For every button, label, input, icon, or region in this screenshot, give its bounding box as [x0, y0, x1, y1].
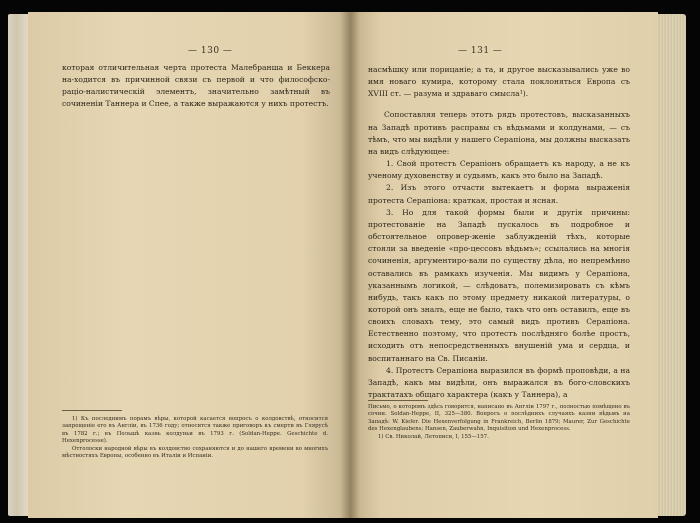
- right-page-body: [368, 64, 630, 401]
- right-list-item-3: 3. Но для такой формы были и другія причины: протестованіе на Западѣ пускалось въ подробное и обстоятельное опровер-женіе заблужденій тѣхъ, которые стояли за введеніе «про-цессовъ вѣдьмъ»; ссылались на многія сочиненія, аргументиро-вали по существу дѣла, но непремѣнно оставались въ рамкахъ изученія. Мы видимъ у Серапіона, указаннымъ логикой, — слѣдоватъ, полемизировать съ кѣмъ нибудь, такъ какъ по этому предмету никакой литературы, о которой онъ зналъ, еще не было, такъ что онъ оставилъ, еще въ своихъ словахъ тему, это самый видъ противъ Серапіона. Естественно поэтому, что протестъ послѣдняго болѣе простъ, исходить отъ непосредственныхъ внушеній ума и сердца, и воспитаннаго на Св. Писаніи.: [368, 207, 630, 363]
- right-list-item-1: 1. Свой протестъ Серапіонъ обращаетъ къ народу, а не къ ученому духовенству и судьямъ, какъ это было на Западѣ.: [368, 159, 630, 181]
- left-page-stack-edge: [8, 14, 30, 516]
- book-gutter: [340, 12, 360, 518]
- right-paragraph-intro: Сопоставляя теперь этотъ рядъ протестовъ, высказанныхъ на Западѣ противъ расправы съ вѣдьмами и колдунами, — съ тѣмъ, что мы видѣли у нашего Серапіона, мы должны высказать на видъ слѣдующее:: [368, 110, 630, 156]
- left-footnote-rule: [62, 410, 122, 411]
- right-footnote-1: Письмо, о которомъ здѣсь говорится, написано въ Англіи 1797 г., полностью помѣщено въ сочин. Soldan-Heppe, II, 325—380. Вопросъ о послѣднихъ случаяхъ казни вѣдьмъ на Западѣ: W. Kiefer. Die Hexenverfolgung in Frankreich, Berlin 1879; Maurer, Zur Geschichte des Hexenglaubens; Hansen, Zauberwahn, Inquisition und Hexenprocess.: [368, 404, 630, 433]
- right-page-stack-edge: [656, 14, 686, 516]
- left-paragraph-1: которая отличительная черта протеста Малебранша и Беккера на-ходится въ причинной связи съ первой и что философско-раціо-налистическій элементъ, значительно замѣтный въ сочиненіи Таннера и Спее, а также выражаются у нихъ протестъ.: [62, 63, 330, 109]
- left-page: [28, 12, 350, 518]
- left-page-body: [62, 62, 330, 111]
- right-list-item-4: 4. Протестъ Серапіона выразился въ формѣ проповѣди, а на Западѣ, какъ мы видѣли, онъ выражался въ бого-словскихъ трактатахъ общаго характера (какъ у Таннера), а: [368, 365, 630, 400]
- right-footnote-rule: [368, 400, 428, 401]
- left-page-number: — 130 —: [188, 46, 233, 56]
- right-footnote-2: 1) Св. Николай, Летописи, I, 155—157.: [378, 433, 489, 440]
- right-paragraph-top: насмѣшку или порицаніе; а та, и другое высказывались уже во имя новаго кумира, которому стала поклоняться Европа съ XVIII ст. — разума и здраваго смысла¹).: [368, 65, 630, 99]
- left-footnote-2: Отголоски народной вѣры въ колдовство сохраняются и до нашего времени во многихъ мѣстностяхъ Европы, особенно въ Италіи и Испаніи.: [62, 445, 328, 460]
- right-page: [350, 12, 658, 518]
- right-footnote: [368, 404, 630, 441]
- right-page-number: — 131 —: [458, 46, 503, 56]
- left-footnote: [62, 416, 328, 460]
- left-footnote-1: 1) Къ последнимъ порамъ вѣры, которой касается вопросъ о колдовствѣ, относится запрещеніе его въ Англіи, въ 1736 году; относится также приговоръ къ смерти въ Глярусѣ въ 1782 г.; въ Польшѣ казнь колдуньи въ 1793 г. (Soldan-Heppe. Geschichte d. Hexenprocesse).: [62, 416, 328, 445]
- right-list-item-2: 2. Изъ этого отчасти вытекаетъ и форма выраженія протеста Серапіона: краткая, простая и ясная.: [368, 183, 630, 205]
